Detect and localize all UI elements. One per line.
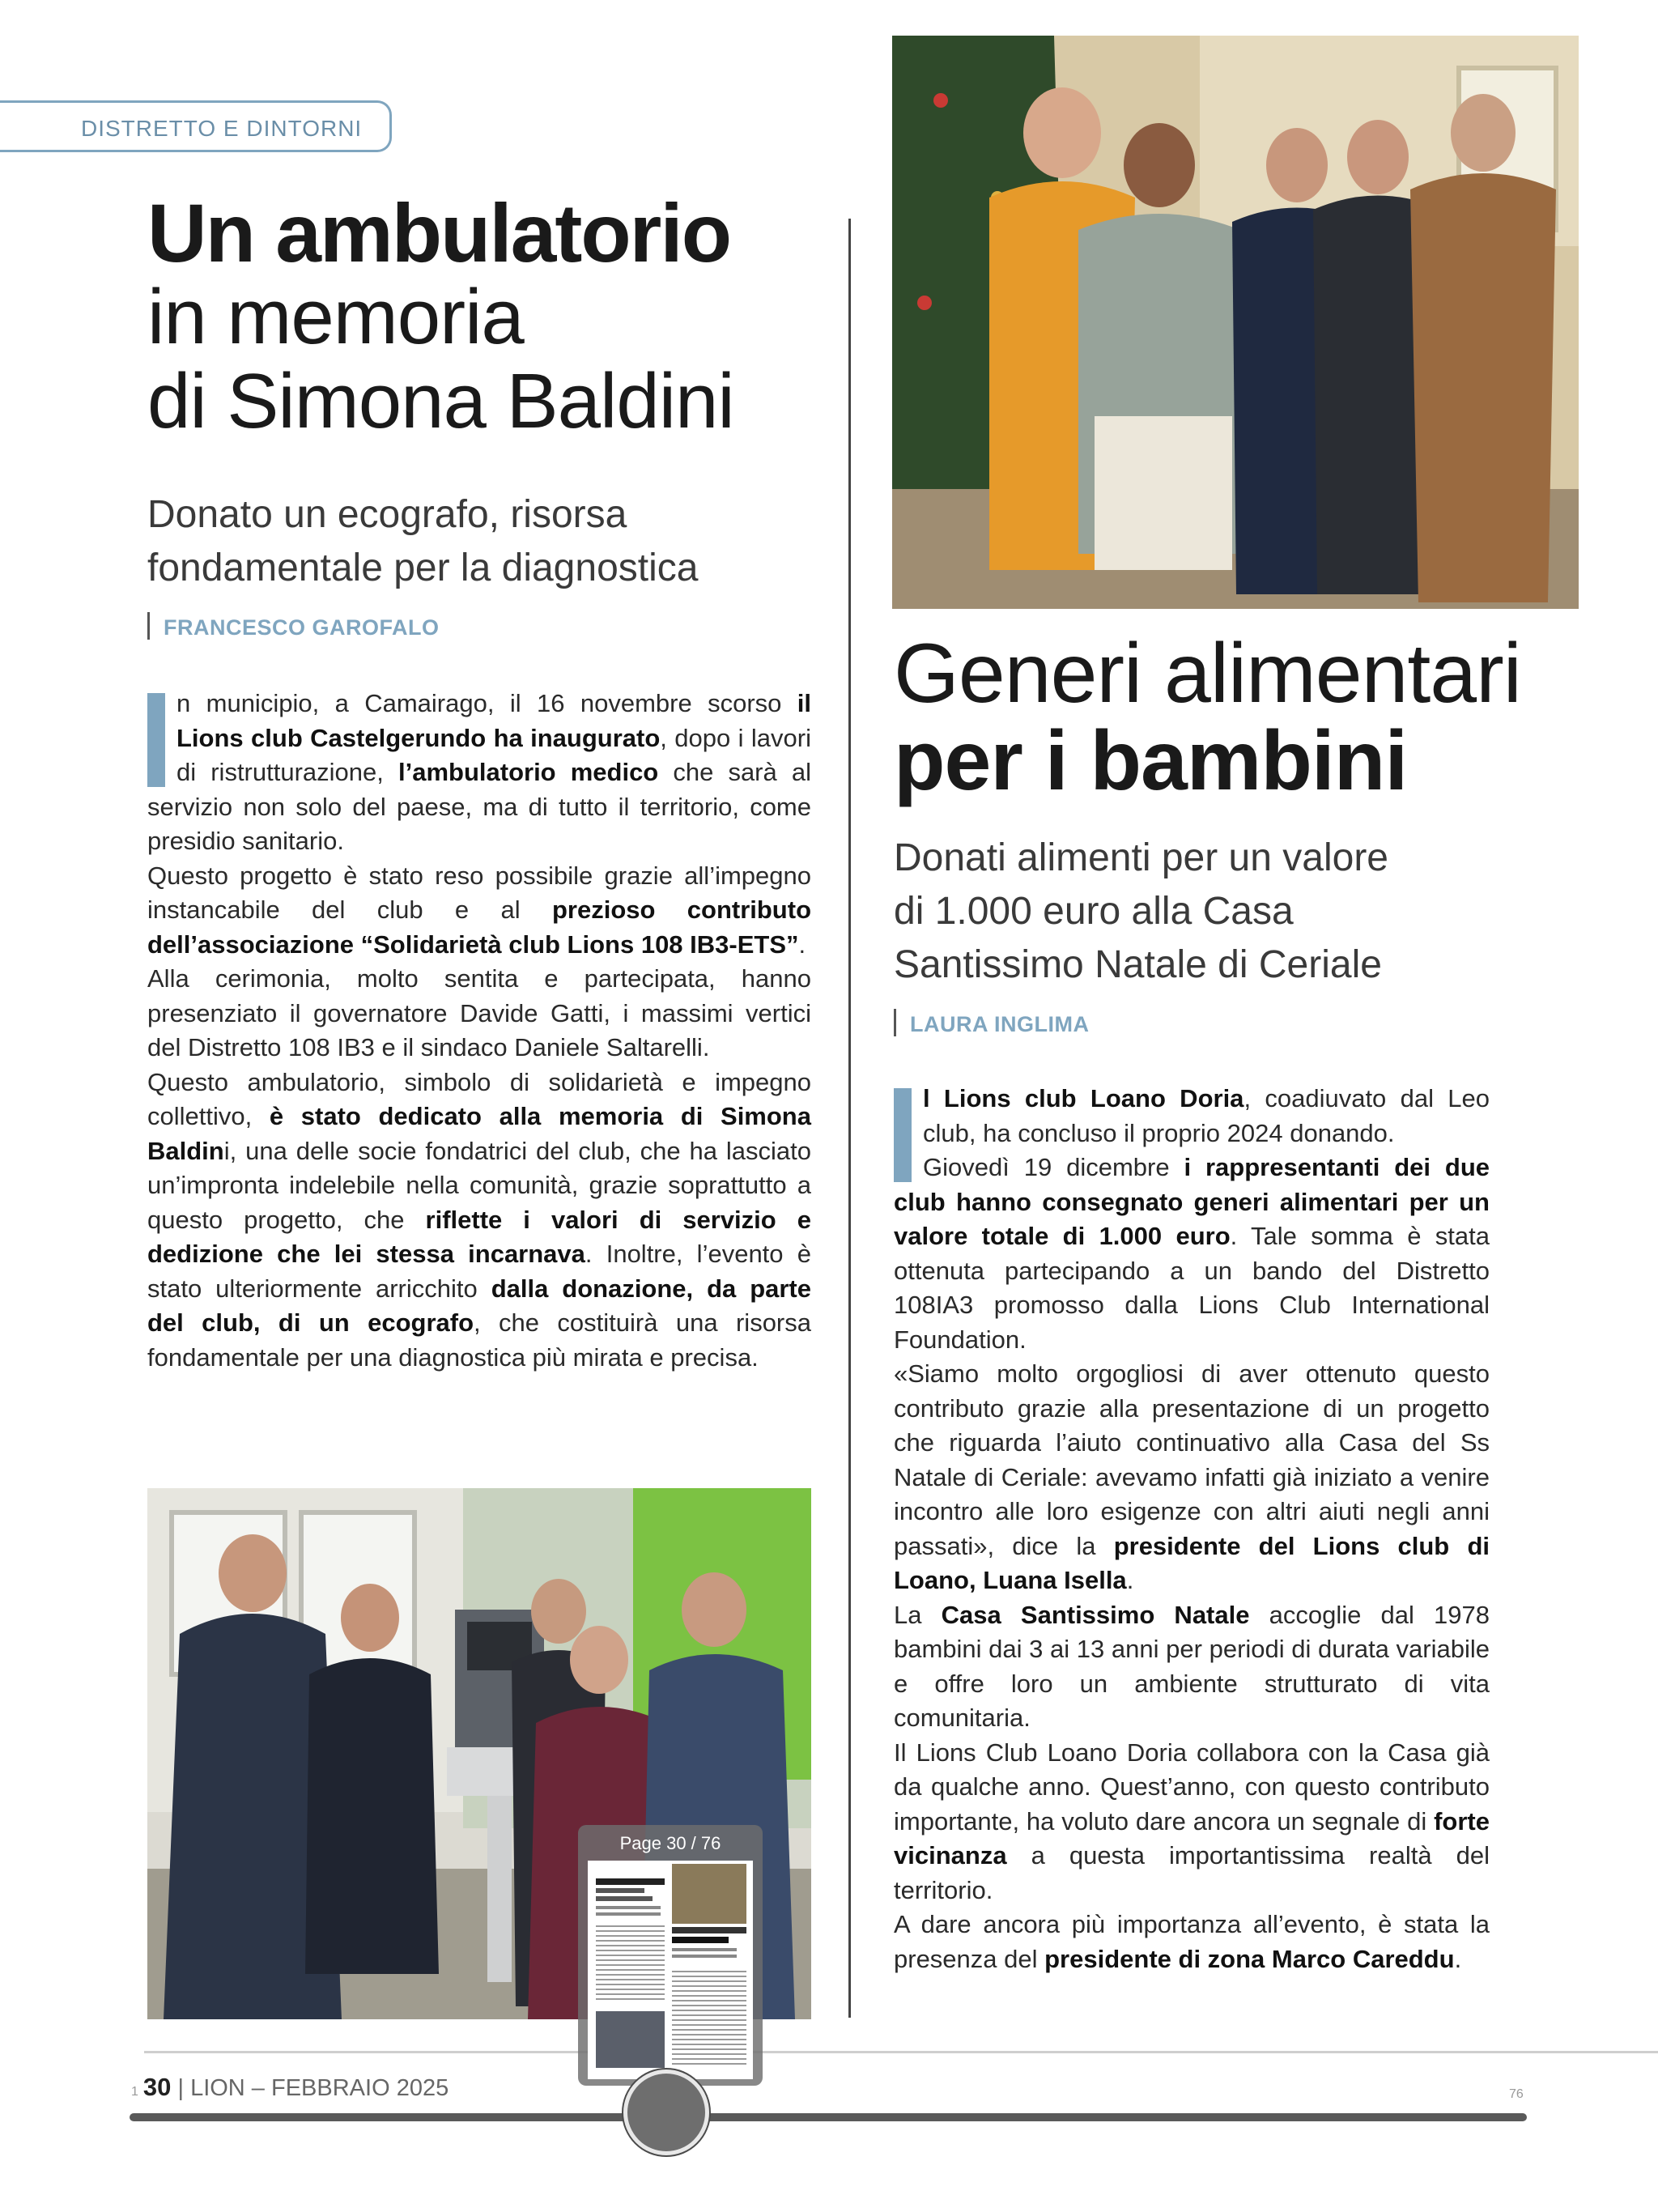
text-run: Questo progetto è stato reso possibile grazie all’impegno instancabile del club e al [147, 861, 811, 924]
left-subtitle-line1: Donato un ecografo, risorsa [147, 493, 627, 536]
text-run: , coadiuvato dal Leo club, ha concluso il proprio 2024 donando. [923, 1084, 1490, 1147]
left-paragraph-1 [147, 687, 811, 859]
text-run-bold: i rappresentanti dei due club hanno consegnato generi alimentari per un valore totale di 1.000 euro [894, 1153, 1490, 1250]
text-run-bold: il Lions club Castelgerundo ha inaugurato [176, 689, 811, 752]
section-tag [0, 100, 392, 152]
total-pages-label: 76 [1509, 2087, 1524, 2101]
footer-separator: | [177, 2075, 184, 2101]
right-paragraph-2 [894, 1151, 1490, 1357]
text-run: accoglie dal 1978 bambini dai 3 ai 13 anni per periodi di durata variabile e offre loro un ambiente strutturato di vita comunitaria. [894, 1600, 1490, 1732]
right-article-author: LAURA INGLIMA [910, 1012, 1090, 1036]
text-run: Il Lions Club Loano Doria collabora con la Casa già da qualche anno. Quest’anno, con questo contributo importante, ha voluto dare ancora un segnale di [894, 1738, 1490, 1836]
footer-small-index: 1 [131, 2085, 138, 2099]
right-paragraph-4 [894, 1598, 1490, 1736]
page-footer [131, 2073, 449, 2102]
page-preview-thumbnail[interactable] [588, 1861, 753, 2079]
text-run-bold: l Lions club Loano Doria [923, 1084, 1244, 1112]
footer-page-number: 30 [142, 2073, 172, 2101]
right-subtitle-line3: Santissimo Natale di Ceriale [894, 943, 1382, 986]
right-paragraph-3 [894, 1357, 1490, 1598]
text-run: . Inoltre, l’evento è stato ulteriormente arricchito [147, 1240, 811, 1303]
page-preview-label: Page 30 / 76 [619, 1833, 721, 1853]
page-preview-popup [578, 1825, 763, 2086]
section-tag-label: DISTRETTO E DINTORNI [81, 116, 363, 141]
left-article-body [147, 687, 811, 1375]
text-run: Giovedì 19 dicembre [923, 1153, 1184, 1181]
text-run-bold: forte vicinanza [894, 1806, 1490, 1870]
right-paragraph-1 [894, 1082, 1490, 1151]
left-title-line2: in memoria [147, 274, 524, 360]
left-paragraph-4 [147, 1066, 811, 1376]
left-paragraph-3: Alla cerimonia, molto sentita e partecipata, hanno presenziato il governatore Davide Gatti, i massimi vertici del Distretto 108 IB3 e il sindaco Daniele Saltarelli. [147, 964, 811, 1061]
text-run-bold: l’ambulatorio medico [397, 758, 659, 786]
text-run: , che costituirà una risorsa fondamentale per una diagnostica più mirata e precisa. [147, 1308, 811, 1372]
column-divider [848, 219, 851, 2018]
footer-rule [144, 2051, 1658, 2053]
text-run-bold: presidente di zona Marco Careddu [1044, 1944, 1455, 1973]
text-run-bold: riflette i valori di servizio e dedizione che lei stessa incarnava [147, 1205, 811, 1268]
text-run: . [798, 929, 806, 959]
right-article-subtitle [894, 832, 1541, 992]
right-title-bold: per i bambini [894, 714, 1408, 808]
text-run: «Siamo molto orgogliosi di aver ottenuto questo contributo grazie alla presentazione di un progetto che riguarda l’aiuto continuativo alla Casa del Ss Natale di Ceriale: avevamo infatti già iniziato a venire incontro alle loro esigenze con altri aiuti negli anni passati», dice la [894, 1359, 1490, 1560]
right-article-body [894, 1082, 1490, 1976]
right-title-line1: Generi alimentari [894, 627, 1521, 721]
right-subtitle-line2: di 1.000 euro alla Casa [894, 890, 1294, 933]
text-run: a questa importantissima realtà del territorio. [894, 1841, 1490, 1904]
right-subtitle-line1: Donati alimenti per un valore [894, 836, 1388, 879]
drop-cap-bar [147, 693, 165, 787]
text-run: , dopo i lavori di ristrutturazione, [176, 723, 811, 786]
page-slider-handle[interactable] [623, 2069, 709, 2155]
right-article-title [894, 627, 1622, 808]
left-article-subtitle [147, 488, 819, 595]
left-article-title [147, 187, 827, 445]
left-title-line3: di Simona Baldini [147, 358, 734, 445]
left-article-author: FRANCESCO GAROFALO [164, 615, 440, 640]
text-run-bold: presidente del Lions club di Loano, Luana Isella [894, 1531, 1490, 1594]
drop-cap-bar [894, 1088, 912, 1182]
casa-natale-group-photo [892, 36, 1579, 609]
text-run-bold: dalla donazione, da parte del club, di un ecografo [147, 1274, 811, 1337]
text-run: . Tale somma è stata ottenuta partecipando a un bando del Distretto 108IA3 promosso dalla Lions Club International Foundation. [894, 1222, 1490, 1354]
text-run: che sarà al servizio non solo del paese, ma di tutto il territorio, come presidio sanitario. [147, 758, 811, 855]
text-run: A dare ancora più importanza all’evento, è stata la presenza del [894, 1910, 1490, 1973]
right-paragraph-6 [894, 1908, 1490, 1976]
text-run-bold: prezioso contributo dell’associazione “Solidarietà club Lions 108 IB3-ETS” [147, 895, 812, 959]
left-paragraph-2 [147, 859, 811, 963]
footer-magazine: LION – FEBBRAIO 2025 [190, 2075, 449, 2101]
text-run: La [894, 1600, 942, 1629]
right-paragraph-5 [894, 1736, 1490, 1908]
text-run-bold: è stato dedicato alla memoria di Simona Baldin [147, 1102, 811, 1165]
text-run: i, una delle socie fondatrici del club, che ha lasciato un’impronta indelebile nella comunità, grazie soprattutto a questo progetto, che [147, 1136, 811, 1234]
text-run-bold: Casa Santissimo Natale [941, 1600, 1250, 1629]
text-run: . [1454, 1944, 1462, 1973]
left-title-bold: Un ambulatorio [147, 187, 731, 279]
text-run: . [1126, 1566, 1134, 1594]
left-subtitle-line2: fondamentale per la diagnostica [147, 547, 699, 589]
text-run: n municipio, a Camairago, il 16 novembre scorso [176, 689, 797, 717]
text-run: Questo ambulatorio, simbolo di solidarietà e impegno collettivo, [147, 1067, 811, 1130]
page-slider-track[interactable] [130, 2113, 1527, 2121]
